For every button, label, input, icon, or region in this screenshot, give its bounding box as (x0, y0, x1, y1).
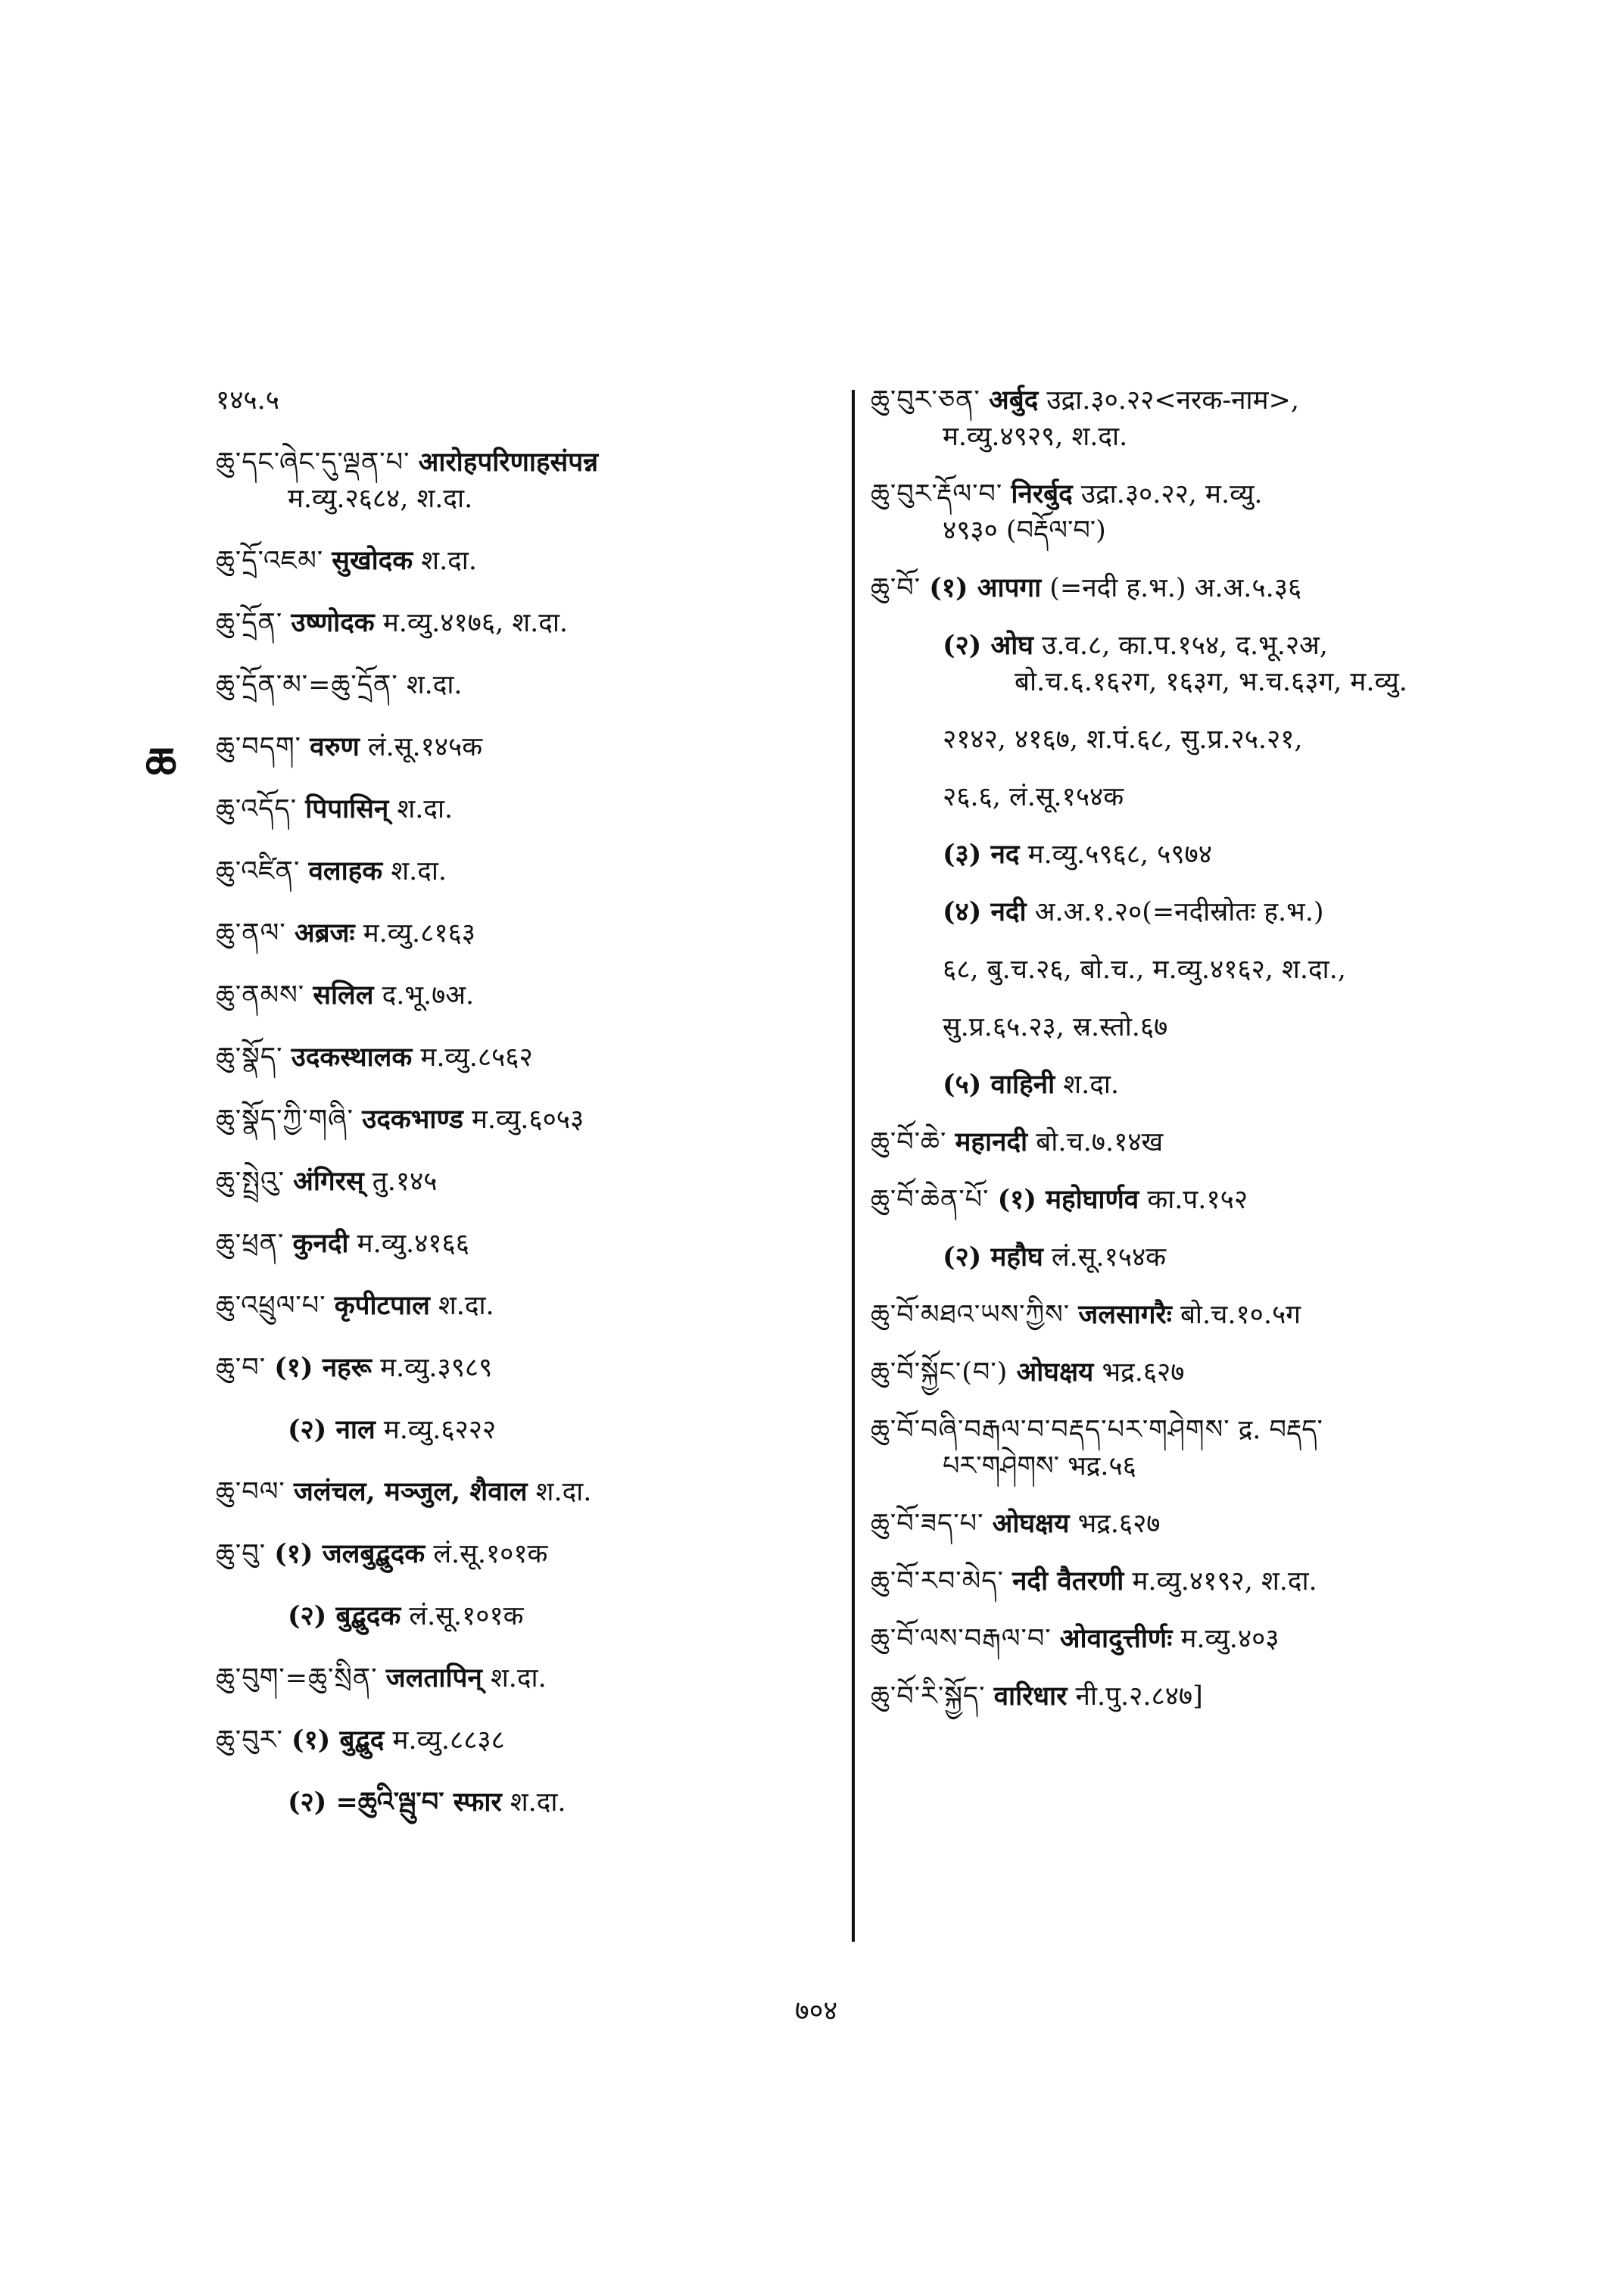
entry-reference: द्र. བརྡད་ (1238, 1415, 1323, 1445)
entry-headword: ཆུ་བོ་རབ་མེད་ (871, 1566, 1004, 1597)
dictionary-entry (216, 1412, 837, 1448)
entry-reference: भद्र.६२७ (1077, 1509, 1161, 1539)
entry-gloss: वरुण (310, 731, 360, 762)
entry-reference: १४५.५ (216, 385, 279, 416)
entry-headword: ཆུ་བུར་རྡོལ་བ་ (871, 479, 1003, 509)
entry-reference: श.दा. (391, 856, 447, 886)
entry-headword: ཆུ་སྤྲེའུ་ (216, 1167, 285, 1197)
entry-gloss: ओघक्षय (992, 1508, 1070, 1539)
entry-headword: ཆུ་བདག་ (216, 732, 301, 762)
dictionary-entry (216, 1164, 837, 1200)
entry-reference: उद्रा.३०.२२, म.व्यु. (1080, 479, 1263, 509)
entry-headword: ཆུ་བལ་ (216, 1477, 285, 1507)
entry-gloss: वारिधार (993, 1681, 1068, 1712)
dictionary-entry (216, 1288, 837, 1324)
entry-reference: म.व्यु.४१७६, श.दा. (382, 608, 569, 638)
entry-headword: ཆུ་ཕྲན་ (216, 1229, 285, 1259)
entry-headword: ཆུ་བོ་སྐྱོང་(བ་) (871, 1357, 1008, 1388)
entry-gloss: (४) नदी (943, 896, 1027, 927)
entry-reference: नी.पु.२.८४७] (1075, 1681, 1203, 1712)
entry-gloss: (२) नाल (288, 1414, 376, 1445)
entry-gloss: जलसागरैः (1078, 1299, 1172, 1330)
left-column (216, 382, 837, 1846)
dictionary-entry (871, 1067, 1499, 1103)
entry-reference: श.दा. (438, 1291, 494, 1321)
entry-gloss: (५) वाहिनी (943, 1069, 1055, 1100)
section-margin-mark: ཆ (145, 738, 177, 790)
entry-gloss: (२) बुद्बुदक (288, 1600, 401, 1631)
entry-reference: द.भू.७अ. (382, 980, 475, 1011)
entry-gloss: उदकस्थालक (291, 1042, 413, 1073)
entry-reference: सु.प्र.६५.२३, स्र.स्तो.६७ (943, 1012, 1168, 1042)
entry-reference: श.दा. (510, 1787, 566, 1818)
dictionary-entry (871, 894, 1499, 930)
entry-headword: ཆུ་ནམས་ (216, 980, 305, 1011)
dictionary-entry (871, 1297, 1499, 1333)
entry-continuation: म.व्यु.२६८४, श.दा. (288, 484, 473, 514)
entry-continuation: बो.च.६.१६२ग, १६३ग, भ.च.६३ग, म.व्यु. (1015, 667, 1407, 697)
entry-reference: लं.सू.१०१क (409, 1601, 524, 1631)
entry-reference: बो.च.७.१४ख (1036, 1127, 1164, 1157)
dictionary-entry (216, 1722, 837, 1759)
dictionary-entry (871, 1412, 1499, 1485)
dictionary-entry (216, 1039, 837, 1076)
entry-reference: ६८, बु.च.२६, बो.च., म.व्यु.४१६२, श.दा., (943, 955, 1346, 985)
entry-reference: लं.सू.१४५क (367, 732, 483, 762)
entry-reference: श.दा. (1063, 1070, 1120, 1100)
dictionary-entry (871, 1563, 1499, 1600)
entry-gloss: (२) =ཆུའི་ལྦུ་བ་ स्फार (288, 1787, 502, 1818)
entry-gloss: वलाहक (308, 855, 383, 886)
entry-headword: ཆུ་དྲོན་མ་=ཆུ་དྲོན་ (216, 670, 398, 700)
entry-headword: ཆུ་བོ་མཐའ་ཡས་ཀྱིས་ (871, 1300, 1071, 1330)
entry-headword: ཆུ་བུ་ (216, 1539, 267, 1569)
entry-headword: ཆུ་ནལ་ (216, 918, 286, 949)
entry-reference: उद्रा.३०.२२<नरक-नाम>, (1046, 385, 1299, 416)
entry-reference: म.व्यु.४०३ (1180, 1624, 1280, 1654)
entry-headword: ཆུ་དྲོ་འཇམ་ (216, 546, 324, 576)
dictionary-entry (871, 1621, 1499, 1657)
entry-headword: ཆུ་དང་ཞེང་དུ་ལྡན་པ་ (216, 447, 410, 478)
entry-headword: ཆུ་སྣོད་ཀྱི་གཞི་ (216, 1104, 354, 1135)
entry-gloss: कुनदी (292, 1228, 349, 1259)
entry-headword: ཆུ་བོ་ (871, 573, 921, 603)
entry-gloss: नदी वैतरणी (1011, 1566, 1124, 1597)
entry-reference: (=नदी ह.भ.) अ.अ.५.३६ (1049, 573, 1302, 603)
entry-reference: म.व्यु.३९८९ (380, 1353, 493, 1383)
dictionary-entry (871, 1124, 1499, 1161)
entry-headword: ཆུ་འདོད་ (216, 794, 298, 824)
dictionary-entry (871, 382, 1499, 455)
entry-headword: ཆུ་འཛིན་ (216, 856, 301, 886)
entry-gloss: आरोहपरिणाहसंपन्न (418, 447, 599, 478)
dictionary-entry (216, 543, 837, 579)
entry-reference: का.प.१५२ (1147, 1185, 1248, 1215)
dictionary-entry (216, 1536, 837, 1572)
entry-gloss: (१) महोघार्णव (997, 1184, 1139, 1215)
dictionary-entry (216, 1101, 837, 1138)
entry-gloss: (२) महौघ (943, 1242, 1043, 1273)
right-column (871, 382, 1499, 1736)
dictionary-entry (871, 1678, 1499, 1715)
entry-gloss: (१) बुद्बुद (291, 1724, 385, 1756)
dictionary-entry (871, 628, 1499, 700)
entry-gloss: (३) नद (943, 839, 1020, 870)
entry-headword: ཆུ་བོ་རི་སྐྱོད་ (871, 1681, 986, 1712)
dictionary-entry (216, 1784, 837, 1821)
dictionary-entry (216, 382, 837, 419)
entry-reference: म.व्यु.८८३८ (392, 1725, 505, 1756)
entry-continuation: म.व्यु.४९२९, श.दा. (943, 422, 1128, 452)
dictionary-entry (216, 977, 837, 1014)
entry-reference: श.दा. (406, 670, 463, 700)
entry-gloss: (२) ओघ (943, 630, 1033, 661)
entry-headword: ཆུ་དྲོན་ (216, 608, 283, 638)
entry-headword: ཆུ་བོ་བཞི་བརྒལ་བ་བརྡད་པར་གཤེགས་ (871, 1415, 1230, 1445)
dictionary-entry (216, 605, 837, 641)
entry-gloss: अब्रजः (294, 918, 355, 949)
dictionary-entry (216, 667, 837, 703)
entry-headword: ཆུ་བོ་ཟད་པ་ (871, 1509, 984, 1539)
entry-gloss: (१) जलबुद्बुदक (274, 1538, 425, 1569)
entry-reference: म.व्यु.५९६८, ५९७४ (1027, 840, 1212, 870)
dictionary-entry (871, 779, 1499, 815)
entry-reference: म.व्यु.८१६३ (363, 918, 475, 949)
entry-gloss: जलंचल, मञ्जुल, शैवाल (293, 1476, 528, 1507)
dictionary-entry (216, 1350, 837, 1386)
entry-reference: लं.सू.१०१क (433, 1539, 548, 1569)
entry-reference: म.व्यु.४१९२, श.दा. (1132, 1566, 1317, 1597)
dictionary-entry (871, 837, 1499, 873)
page-number: ७०४ (795, 1995, 838, 2027)
entry-reference: म.व्यु.६०५३ (471, 1104, 584, 1135)
dictionary-entry (871, 952, 1499, 988)
entry-reference: म.व्यु.८५६२ (420, 1042, 533, 1073)
dictionary-entry (216, 444, 837, 517)
entry-reference: बो.च.१०.५ग (1180, 1300, 1301, 1330)
dictionary-entry (216, 1598, 837, 1634)
entry-reference: श.दा. (421, 546, 477, 576)
entry-gloss: पिपासिन् (305, 793, 389, 824)
entry-continuation: ४९३० (བརྡོལ་བ་) (943, 516, 1106, 546)
entry-gloss: ओवादुत्तीर्णः (1059, 1623, 1173, 1654)
entry-headword: ཆུ་བུར་ (216, 1725, 283, 1756)
entry-headword: ཆུ་བོ་ཆེན་པོ་ (871, 1185, 990, 1215)
dictionary-entry (871, 1506, 1499, 1542)
entry-gloss: महानदी (955, 1126, 1028, 1157)
column-divider (852, 390, 855, 1942)
dictionary-entry (871, 1239, 1499, 1276)
entry-gloss: अंगिरस् (293, 1166, 364, 1197)
entry-reference: श.दा. (397, 794, 454, 824)
entry-reference: अ.अ.१.२०(=नदीस्रोतः ह.भ.) (1034, 897, 1324, 927)
dictionary-entry (871, 1009, 1499, 1045)
dictionary-entry (216, 915, 837, 952)
entry-gloss: (१) आपगा (929, 572, 1042, 603)
entry-reference: श.दा. (535, 1477, 592, 1507)
dictionary-entry (871, 1354, 1499, 1391)
dictionary-entry (216, 853, 837, 889)
entry-gloss: (१) नहरू (274, 1352, 372, 1383)
dictionary-entry (216, 1660, 837, 1696)
entry-headword: ཆུ་འཕྲུལ་པ་ (216, 1291, 326, 1321)
entry-headword: ཆུ་བུར་ཅན་ (871, 385, 980, 416)
entry-gloss: जलतापिन् (385, 1662, 482, 1693)
dictionary-entry (871, 721, 1499, 758)
entry-gloss: अर्बुद (988, 385, 1039, 416)
entry-gloss: उदकभाण्ड (362, 1104, 463, 1135)
dictionary-entry (216, 1474, 837, 1510)
entry-continuation: པར་གཤེགས་ भद्र.५६ (943, 1451, 1136, 1481)
entry-headword: ཆུ་སྣོད་ (216, 1042, 283, 1073)
entry-headword: ཆུ་བ་ (216, 1353, 267, 1383)
dictionary-entry (871, 476, 1499, 549)
entry-gloss: ओघक्षय (1016, 1357, 1094, 1388)
entry-reference: म.व्यु.६२२२ (383, 1415, 497, 1445)
entry-headword: ཆུ་བོ་ལས་བརྒལ་བ་ (871, 1624, 1052, 1654)
entry-reference: तु.१४५ (372, 1167, 438, 1197)
dictionary-entry (871, 1182, 1499, 1218)
dictionary-entry (216, 729, 837, 765)
entry-gloss: सुखोदक (332, 545, 413, 576)
entry-reference: २१४२, ४१६७, श.पं.६८, सु.प्र.२५.२१, (943, 724, 1303, 755)
entry-gloss: सलिल (313, 980, 374, 1011)
entry-reference: भद्र.६२७ (1102, 1357, 1185, 1388)
entry-reference: लं.सू.१५४क (1051, 1242, 1167, 1273)
entry-reference: म.व्यु.४१६६ (357, 1229, 469, 1259)
entry-gloss: उष्णोदक (291, 607, 375, 638)
entry-gloss: निरर्बुद (1011, 478, 1073, 509)
entry-reference: श.दा. (491, 1663, 547, 1693)
dictionary-entry (216, 1226, 837, 1262)
entry-headword: ཆུ་བུག་=ཆུ་སྲིན་ (216, 1663, 378, 1693)
entry-reference: २६.६, लं.सू.१५४क (943, 782, 1124, 812)
dictionary-entry (871, 570, 1499, 606)
dictionary-entry (216, 791, 837, 827)
entry-reference: उ.व.८, का.प.१५४, द.भू.२अ, (1042, 631, 1328, 661)
entry-headword: ཆུ་བོ་ཆེ་ (871, 1127, 947, 1157)
entry-gloss: कृपीटपाल (334, 1290, 430, 1321)
